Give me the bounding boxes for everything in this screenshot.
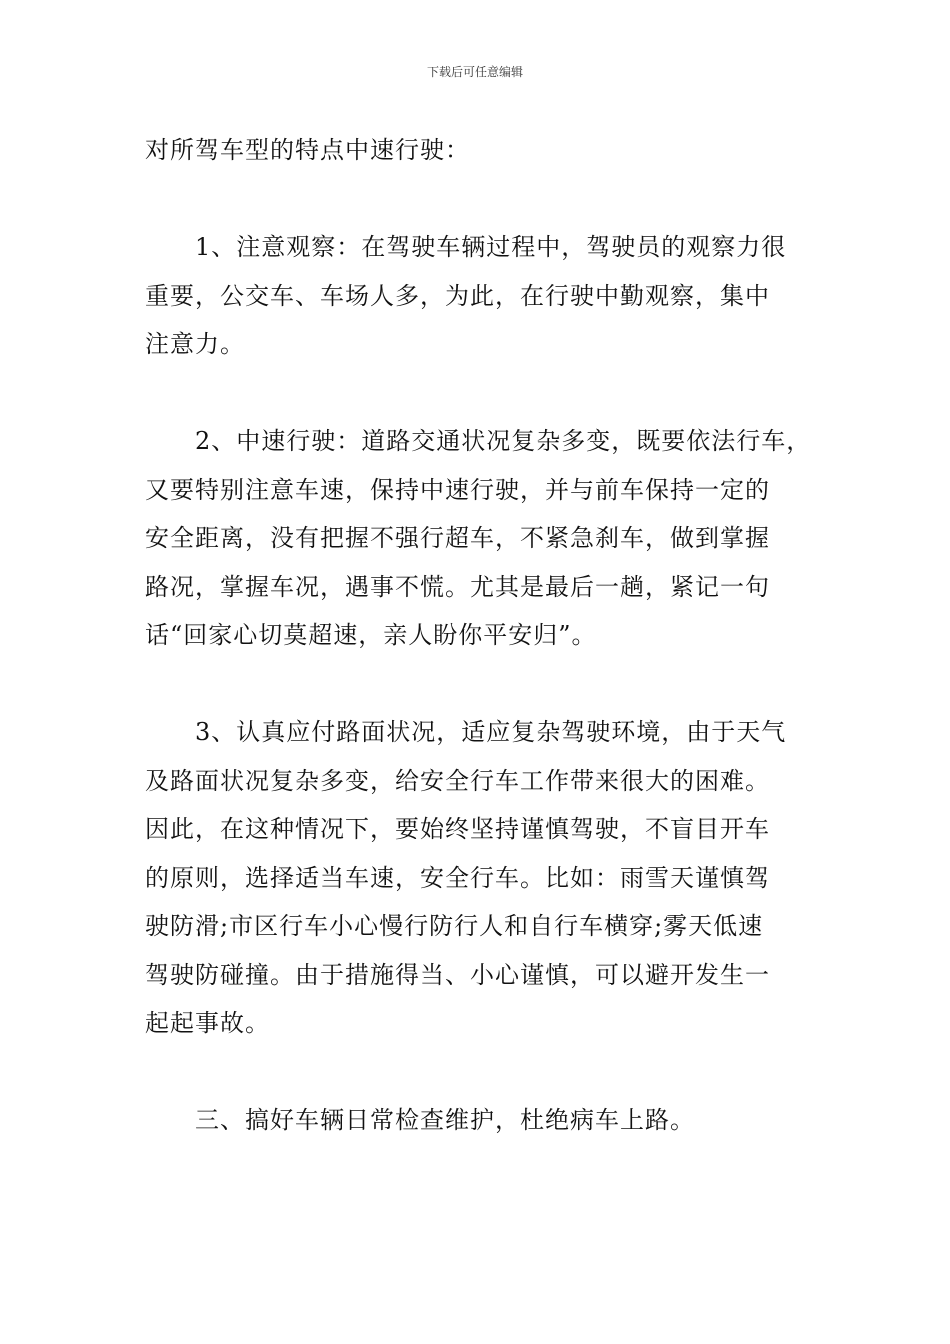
paragraph-gap [145,1048,817,1097]
paragraph-speed [145,417,817,660]
paragraph-maintenance [145,1096,817,1145]
text-line: 2、中速行驶：道路交通状况复杂多变，既要依法行车， [195,427,812,455]
text-line: 起起事故。 [145,1009,270,1037]
text-line: 路况，掌握车况，遇事不慌。尤其是最后一趟，紧记一句 [145,572,770,601]
paragraph-intro [145,126,817,175]
text-line: 因此，在这种情况下，要始终坚持谨慎驾驶，不盲目开车 [145,815,770,843]
paragraph-gap [145,660,817,709]
text-line: 对所驾车型的特点中速行驶： [145,136,470,164]
document-body [145,126,817,1145]
text-line: 及路面状况复杂多变，给安全行车工作带来很大的困难。 [145,766,770,795]
text-line: 驾驶防碰撞。由于措施得当、小心谨慎，可以避开发生一 [145,960,770,989]
text-line: 三、搞好车辆日常检查维护，杜绝病车上路。 [195,1106,695,1134]
paragraph-road [145,708,817,1048]
text-line: 驶防滑;市区行车小心慢行防行人和自行车横穿;雾天低速 [145,912,764,940]
text-line: 安全距离，没有把握不强行超车，不紧急刹车，做到掌握 [145,524,770,552]
text-line: 又要特别注意车速，保持中速行驶，并与前车保持一定的 [145,475,770,504]
text-line: 的原则，选择适当车速，安全行车。比如：雨雪天谨慎驾 [145,863,770,892]
text-line: 重要，公交车、车场人多，为此，在行驶中勤观察，集中 [145,281,770,310]
paragraph-gap [145,369,817,418]
text-line: 话“回家心切莫超速，亲人盼你平安归”。 [145,621,597,649]
paragraph-gap [145,175,817,224]
paragraph-observe [145,223,817,369]
text-line: 1、注意观察：在驾驶车辆过程中，驾驶员的观察力很 [195,233,787,261]
text-line: 注意力。 [145,330,245,358]
text-line: 3、认真应付路面状况，适应复杂驾驶环境，由于天气 [195,718,787,746]
page-header: 下载后可任意编辑 [426,65,523,79]
